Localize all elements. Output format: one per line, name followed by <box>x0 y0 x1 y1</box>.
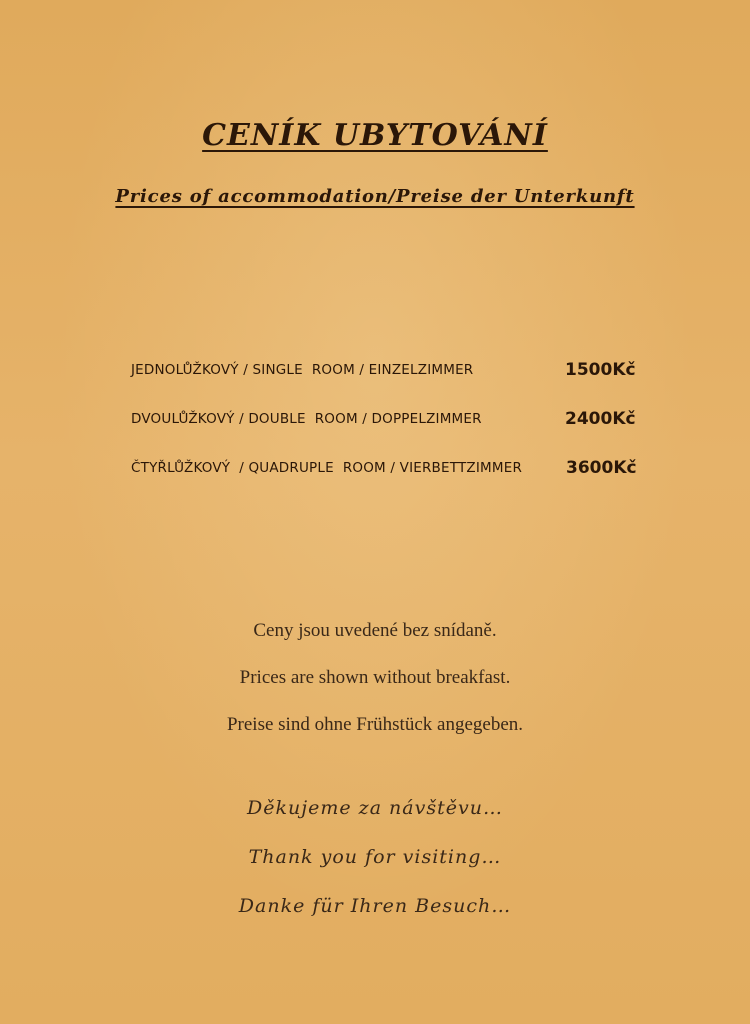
breakfast-note-en: Prices are shown without breakfast. <box>239 667 511 688</box>
room-type-label: DVOULŮŽKOVÝ / DOUBLE ROOM / DOPPELZIMMER <box>131 411 482 427</box>
price-row-quadruple <box>131 450 651 480</box>
breakfast-note-de: Preise sind ohne Frühstück angegeben. <box>226 714 524 735</box>
page-subtitle: Prices of accommodation/Preise der Unterkunft <box>115 186 635 207</box>
room-type-label: ČTYŘLŮŽKOVÝ / QUADRUPLE ROOM / VIERBETTZIMMER <box>131 460 523 476</box>
thanks-cs: Děkujeme za návštěvu… <box>247 797 503 819</box>
room-price: 2400Kč <box>565 409 636 429</box>
thanks-en: Thank you for visiting… <box>248 846 502 868</box>
room-price: 1500Kč <box>565 360 636 380</box>
room-type-label: JEDNOLŮŽKOVÝ / SINGLE ROOM / EINZELZIMMER <box>131 362 474 378</box>
breakfast-note-cs: Ceny jsou uvedené bez snídaně. <box>253 620 497 641</box>
thanks-de: Danke für Ihren Besuch… <box>238 895 512 917</box>
price-row-double <box>131 401 651 431</box>
room-price: 3600Kč <box>566 458 637 478</box>
price-row-single <box>131 352 651 382</box>
page-title: CENÍK UBYTOVÁNÍ <box>202 118 548 153</box>
